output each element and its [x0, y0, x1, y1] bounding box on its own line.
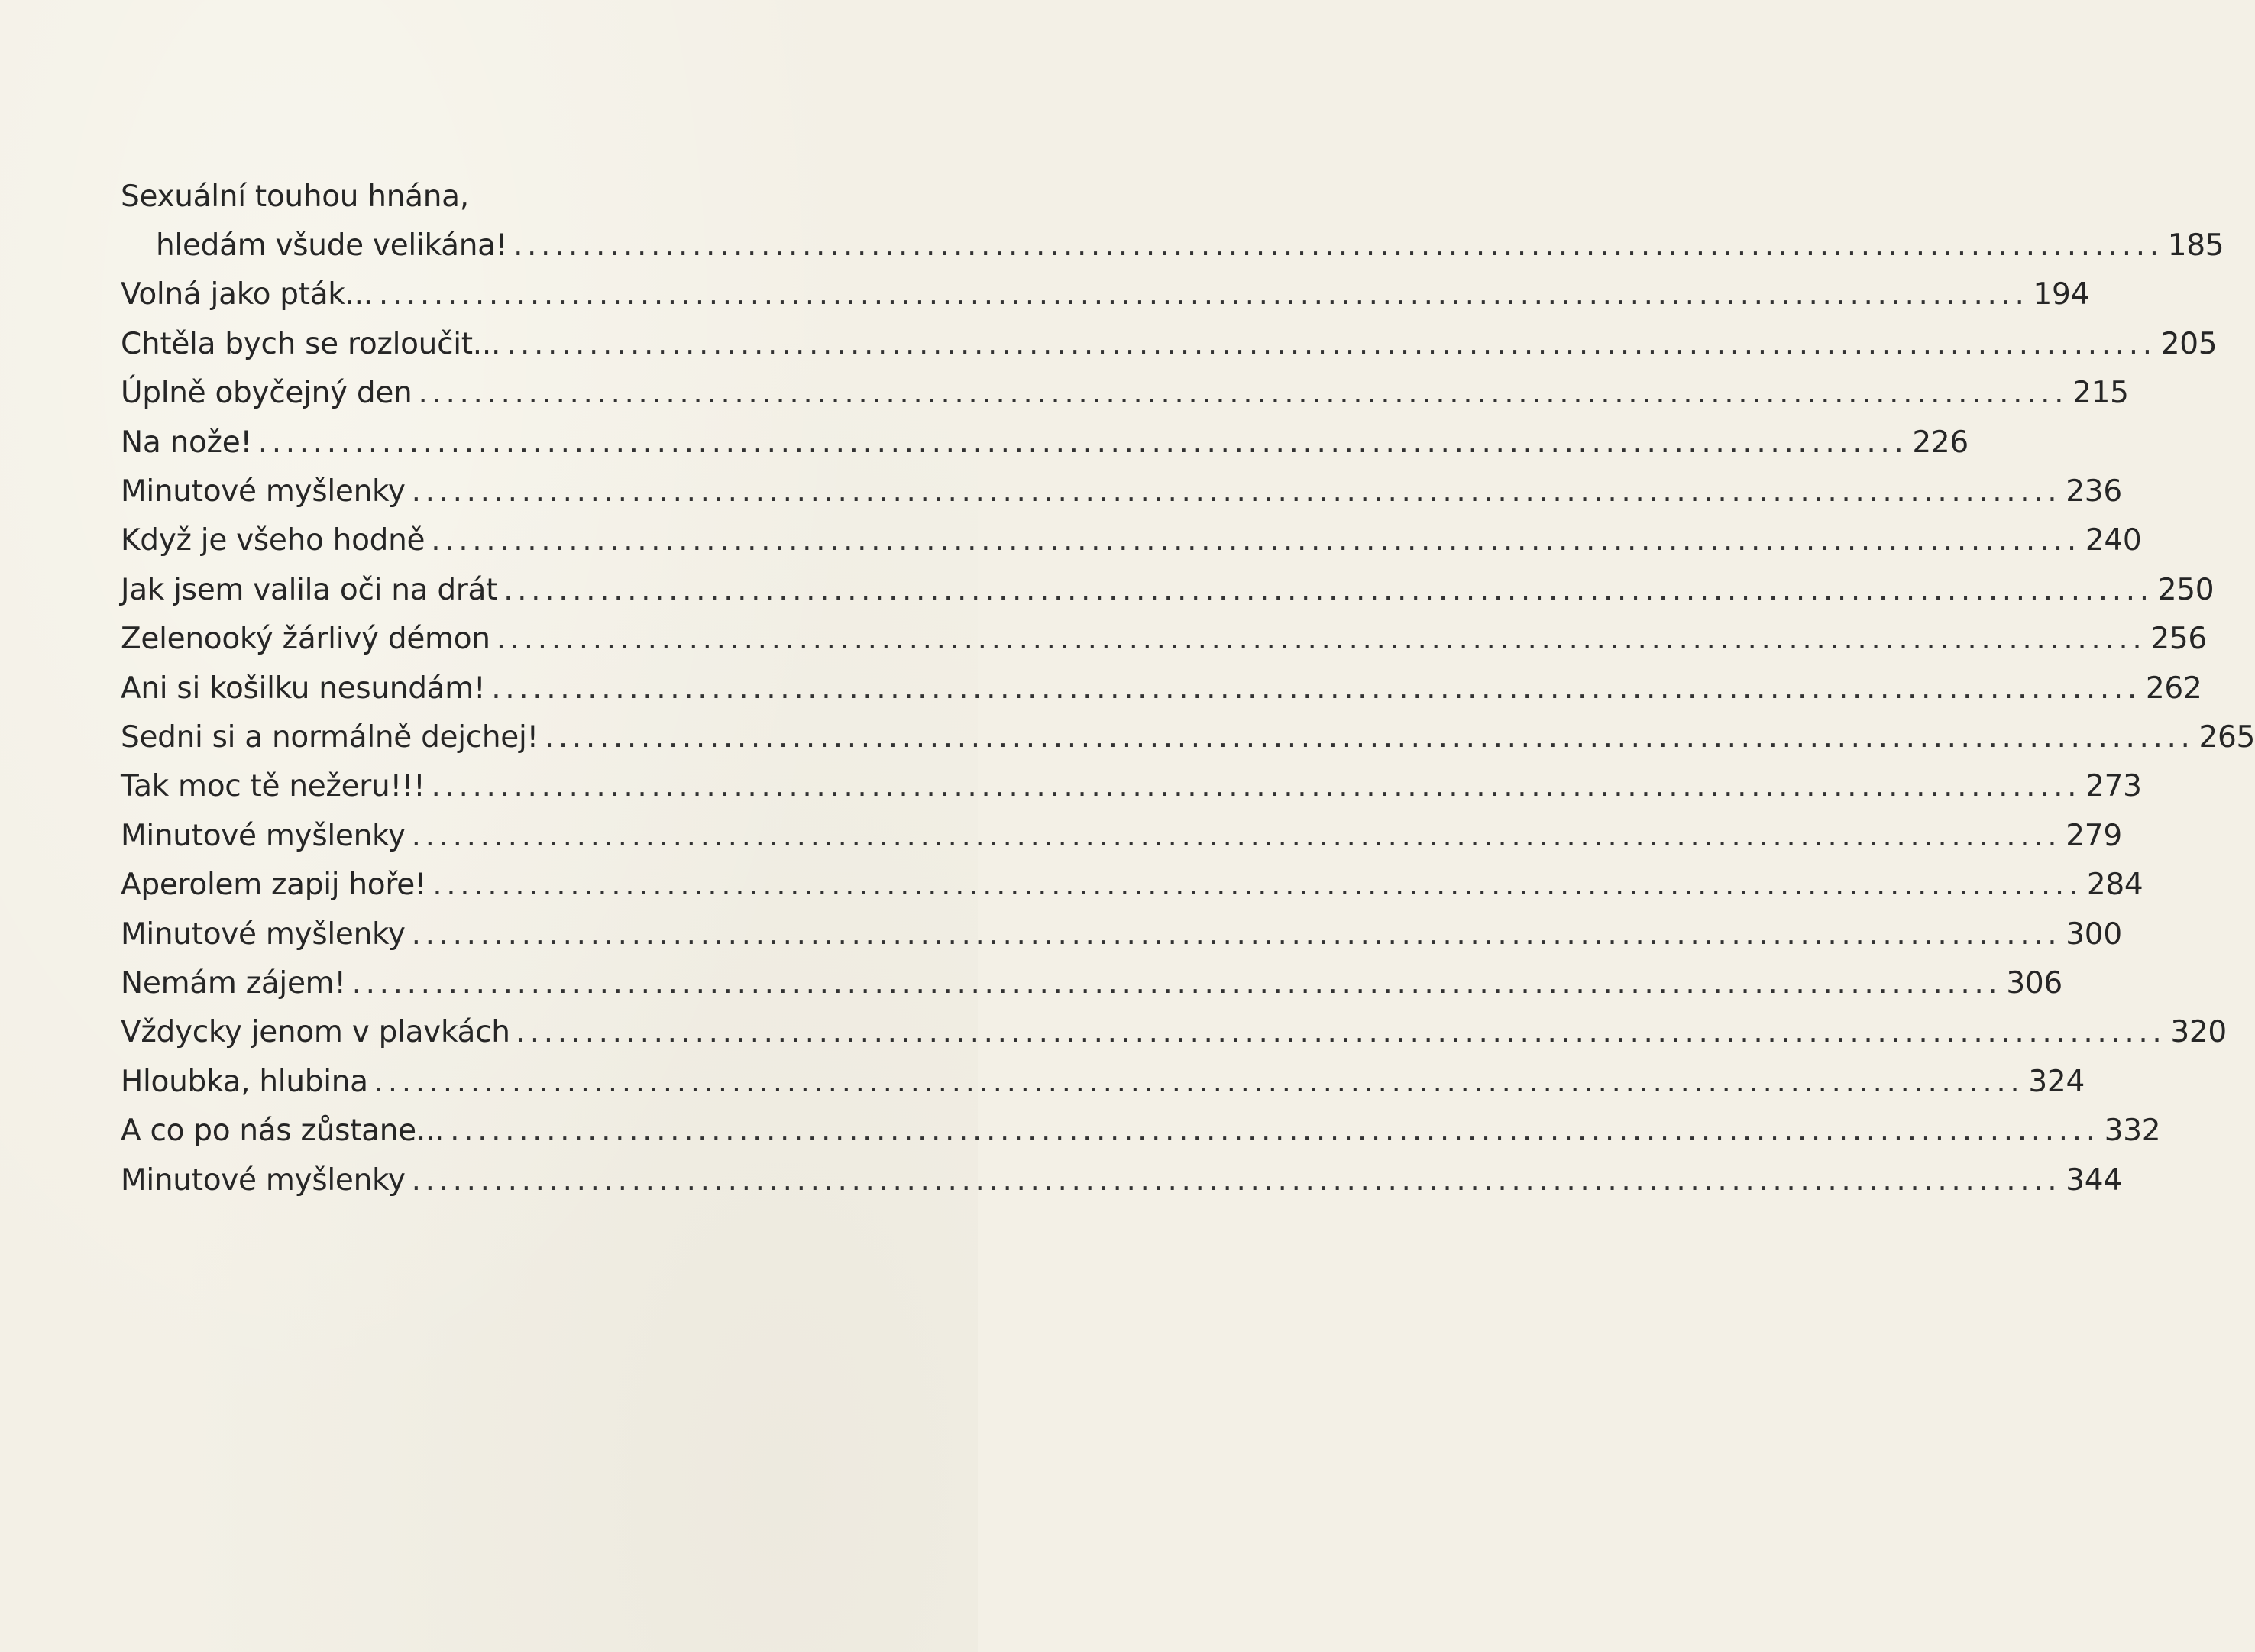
dot-leader: ........................................................................................................................ — [432, 868, 2082, 903]
toc-entry-title: Na nože! — [121, 425, 252, 460]
toc-entry — [121, 1106, 2161, 1155]
toc-page-number: 250 — [2157, 572, 2215, 607]
dot-leader: ........................................................................................................................ — [418, 376, 2069, 411]
toc-entry-title: Minutové myšlenky — [121, 818, 406, 853]
dot-leader: ........................................................................................................................ — [450, 1114, 2100, 1149]
toc-entry — [121, 811, 2122, 860]
dot-leader: ........................................................................................................................ — [411, 474, 2062, 509]
toc-entry-title: Chtěla bych se rozloučit... — [121, 326, 501, 361]
toc-entry — [121, 467, 2122, 516]
toc-entry-title: Minutové myšlenky — [121, 474, 406, 509]
dot-leader: ........................................................................................................................ — [516, 1015, 2166, 1050]
dot-leader: ........................................................................................................................ — [503, 572, 2153, 607]
toc-entry-title: Úplně obyčejný den — [121, 376, 412, 411]
toc-entry — [121, 1156, 2122, 1204]
toc-page-number: 265 — [2198, 719, 2255, 755]
toc-page-number: 262 — [2145, 671, 2202, 706]
toc-page-number: 194 — [2033, 277, 2090, 312]
table-of-contents — [121, 172, 2255, 1204]
dot-leader: ........................................................................................................................ — [351, 965, 2002, 1001]
toc-entry-title: Minutové myšlenky — [121, 917, 406, 952]
toc-entry-title: A co po nás zůstane... — [121, 1114, 445, 1149]
toc-page-number: 236 — [2066, 474, 2122, 509]
dot-leader: ........................................................................................................................ — [374, 1064, 2024, 1099]
toc-entry — [121, 270, 2090, 319]
toc-entry — [121, 959, 2062, 1007]
toc-page-number: 279 — [2066, 818, 2122, 853]
toc-entry-title: Když je všeho hodně — [121, 523, 425, 558]
toc-page-number: 284 — [2086, 868, 2143, 903]
toc-page-number: 226 — [1912, 425, 1969, 460]
toc-entry-first-line1 — [121, 172, 764, 221]
dot-leader: ........................................................................................................................ — [506, 326, 2156, 361]
toc-entry-title: Volná jako pták... — [121, 277, 373, 312]
toc-entry — [121, 860, 2143, 909]
dot-leader: ........................................................................................................................ — [491, 671, 2141, 706]
toc-entry-first-line2 — [121, 221, 2224, 270]
toc-entry-title: Hloubka, hlubina — [121, 1064, 368, 1099]
toc-page-number: 273 — [2085, 769, 2142, 804]
toc-entry — [121, 615, 2207, 664]
dot-leader: ........................................................................................................................ — [411, 1162, 2062, 1198]
dot-leader: ........................................................................................................................ — [496, 622, 2147, 657]
toc-entry-title: Aperolem zapij hoře! — [121, 868, 427, 903]
toc-entry — [121, 713, 2255, 761]
dot-leader: ........................................................................................................................ — [431, 769, 2082, 804]
toc-page-number: 256 — [2150, 622, 2207, 657]
dot-leader: ........................................................................................................................ — [378, 277, 2029, 312]
toc-entry-title: Ani si košilku nesundám! — [121, 671, 486, 706]
toc-entry — [121, 418, 1969, 467]
toc-entry — [121, 319, 2218, 368]
toc-page-number: 240 — [2085, 523, 2142, 558]
toc-page-number: 344 — [2066, 1162, 2122, 1198]
toc-entry — [121, 1008, 2227, 1057]
toc-entry-title: Tak moc tě nežeru!!! — [121, 769, 425, 804]
toc-entry-title: Vždycky jenom v plavkách — [121, 1015, 510, 1050]
toc-page-number: 320 — [2170, 1015, 2227, 1050]
toc-entry — [121, 516, 2142, 565]
toc-page-number: 306 — [2006, 965, 2062, 1001]
toc-entry-title: Minutové myšlenky — [121, 1162, 406, 1198]
toc-page-number: 332 — [2104, 1114, 2161, 1149]
dot-leader: ........................................................................................................................ — [257, 425, 1908, 460]
dot-leader: ........................................................................................................................ — [411, 818, 2062, 853]
toc-entry — [121, 762, 2142, 811]
toc-entry-title: Zelenooký žárlivý démon — [121, 622, 490, 657]
toc-entry-title: Sexuální touhou hnána, — [121, 179, 469, 214]
toc-entry-title: Jak jsem valila oči na drát — [121, 572, 498, 607]
toc-page-number: 300 — [2066, 917, 2122, 952]
dot-leader: ........................................................................................................................ — [513, 228, 2163, 263]
toc-page-number: 324 — [2028, 1064, 2085, 1099]
dot-leader: ........................................................................................................................ — [411, 917, 2062, 952]
toc-entry-title: Sedni si a normálně dejchej! — [121, 719, 539, 755]
toc-entry — [121, 1057, 2085, 1106]
toc-entry — [121, 664, 2202, 713]
toc-page-number: 205 — [2160, 326, 2218, 361]
dot-leader: ........................................................................................................................ — [431, 523, 2081, 558]
toc-entry-list — [121, 270, 2255, 1204]
toc-entry — [121, 369, 2129, 418]
toc-entry-title: Nemám zájem! — [121, 965, 346, 1001]
dot-leader: ........................................................................................................................ — [544, 719, 2195, 755]
toc-entry — [121, 565, 2215, 614]
toc-page-number: 185 — [2167, 228, 2224, 263]
toc-entry — [121, 910, 2122, 959]
toc-entry-title: hledám všude velikána! — [156, 228, 508, 263]
toc-page-number: 215 — [2072, 376, 2129, 411]
